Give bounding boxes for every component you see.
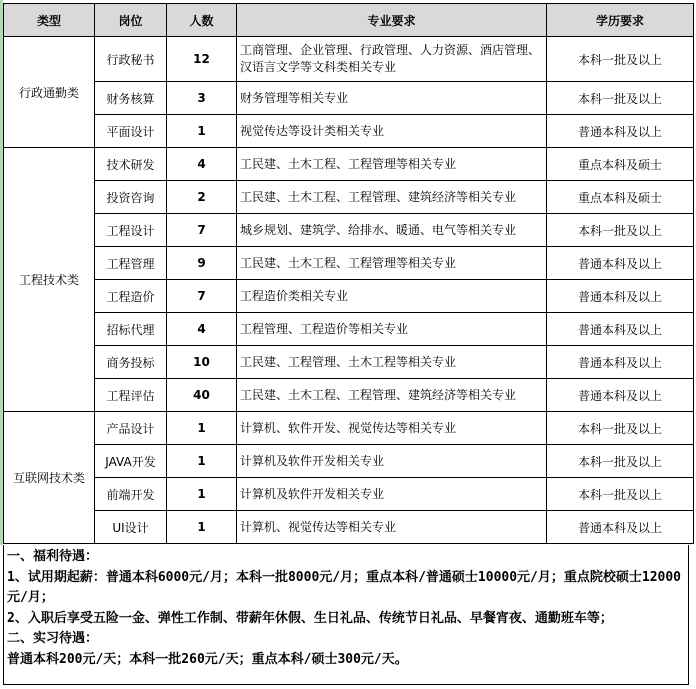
major-cell[interactable]: 计算机及软件开发相关专业 xyxy=(237,478,547,511)
table-row xyxy=(4,280,694,313)
count-cell[interactable]: 1 xyxy=(167,478,237,511)
education-cell[interactable]: 本科一批及以上 xyxy=(547,412,694,445)
count-cell[interactable]: 12 xyxy=(167,37,237,82)
table-row xyxy=(4,511,694,544)
header-category[interactable]: 类型 xyxy=(4,4,95,37)
position-cell[interactable]: UI设计 xyxy=(95,511,167,544)
table-row xyxy=(4,346,694,379)
education-cell[interactable]: 普通本科及以上 xyxy=(547,247,694,280)
education-cell[interactable]: 普通本科及以上 xyxy=(547,346,694,379)
count-cell[interactable]: 4 xyxy=(167,313,237,346)
notes-line: 普通本科200元/天；本科一批260元/天；重点本科/硕士300元/天。 xyxy=(7,651,408,667)
position-cell[interactable]: 工程设计 xyxy=(95,214,167,247)
table-row xyxy=(4,82,694,115)
education-cell[interactable]: 重点本科及硕士 xyxy=(547,181,694,214)
education-cell[interactable]: 普通本科及以上 xyxy=(547,511,694,544)
job-table xyxy=(3,3,694,544)
count-cell[interactable]: 3 xyxy=(167,82,237,115)
major-cell[interactable]: 财务管理等相关专业 xyxy=(237,82,547,115)
education-cell[interactable]: 普通本科及以上 xyxy=(547,313,694,346)
major-cell[interactable]: 计算机、软件开发、视觉传达等相关专业 xyxy=(237,412,547,445)
table-row xyxy=(4,148,694,181)
major-cell[interactable]: 工民建、土木工程、工程管理等相关专业 xyxy=(237,148,547,181)
major-cell[interactable]: 视觉传达等设计类相关专业 xyxy=(237,115,547,148)
education-cell[interactable]: 普通本科及以上 xyxy=(547,115,694,148)
table-row xyxy=(4,313,694,346)
notes-line: 2、入职后享受五险一金、弹性工作制、带薪年休假、生日礼品、传统节日礼品、早餐宵夜、通勤班车等； xyxy=(7,610,613,626)
table-row xyxy=(4,247,694,280)
count-cell[interactable]: 1 xyxy=(167,115,237,148)
count-cell[interactable]: 1 xyxy=(167,412,237,445)
table-row xyxy=(4,37,694,82)
position-cell[interactable]: 招标代理 xyxy=(95,313,167,346)
major-cell[interactable]: 工程管理、工程造价等相关专业 xyxy=(237,313,547,346)
major-cell[interactable]: 工民建、土木工程、工程管理等相关专业 xyxy=(237,247,547,280)
count-cell[interactable]: 9 xyxy=(167,247,237,280)
major-cell[interactable]: 计算机、视觉传达等相关专业 xyxy=(237,511,547,544)
major-cell[interactable]: 工民建、土木工程、工程管理、建筑经济等相关专业 xyxy=(237,181,547,214)
table-row xyxy=(4,379,694,412)
category-cell[interactable]: 行政通勤类 xyxy=(4,37,95,148)
header-count[interactable]: 人数 xyxy=(167,4,237,37)
position-cell[interactable]: 工程管理 xyxy=(95,247,167,280)
education-cell[interactable]: 普通本科及以上 xyxy=(547,280,694,313)
count-cell[interactable]: 1 xyxy=(167,445,237,478)
job-table-body xyxy=(4,37,694,544)
count-cell[interactable]: 4 xyxy=(167,148,237,181)
table-row xyxy=(4,115,694,148)
count-cell[interactable]: 7 xyxy=(167,214,237,247)
count-cell[interactable]: 7 xyxy=(167,280,237,313)
education-cell[interactable]: 本科一批及以上 xyxy=(547,214,694,247)
notes-line: 二、实习待遇： xyxy=(7,631,99,646)
count-cell[interactable]: 10 xyxy=(167,346,237,379)
position-cell[interactable]: 平面设计 xyxy=(95,115,167,148)
education-cell[interactable]: 普通本科及以上 xyxy=(547,379,694,412)
education-cell[interactable]: 重点本科及硕士 xyxy=(547,148,694,181)
education-cell[interactable]: 本科一批及以上 xyxy=(547,82,694,115)
position-cell[interactable]: 投资咨询 xyxy=(95,181,167,214)
benefits-notes[interactable] xyxy=(3,545,689,685)
header-position[interactable]: 岗位 xyxy=(95,4,167,37)
table-row xyxy=(4,478,694,511)
education-cell[interactable]: 本科一批及以上 xyxy=(547,478,694,511)
position-cell[interactable]: 商务投标 xyxy=(95,346,167,379)
major-cell[interactable]: 城乡规划、建筑学、给排水、暖通、电气等相关专业 xyxy=(237,214,547,247)
position-cell[interactable]: JAVA开发 xyxy=(95,445,167,478)
education-cell[interactable]: 本科一批及以上 xyxy=(547,37,694,82)
table-row xyxy=(4,214,694,247)
position-cell[interactable]: 财务核算 xyxy=(95,82,167,115)
count-cell[interactable]: 2 xyxy=(167,181,237,214)
notes-line: 一、福利待遇： xyxy=(7,549,99,564)
major-cell[interactable]: 工程造价类相关专业 xyxy=(237,280,547,313)
table-row xyxy=(4,445,694,478)
table-header-row xyxy=(4,4,694,37)
category-cell[interactable]: 工程技术类 xyxy=(4,148,95,412)
count-cell[interactable]: 40 xyxy=(167,379,237,412)
major-cell[interactable]: 工商管理、企业管理、行政管理、人力资源、酒店管理、汉语言文学等文科类相关专业 xyxy=(237,37,547,82)
major-cell[interactable]: 工民建、土木工程、工程管理、建筑经济等相关专业 xyxy=(237,379,547,412)
header-major[interactable]: 专业要求 xyxy=(237,4,547,37)
table-row xyxy=(4,412,694,445)
header-education[interactable]: 学历要求 xyxy=(547,4,694,37)
category-cell[interactable]: 互联网技术类 xyxy=(4,412,95,544)
count-cell[interactable]: 1 xyxy=(167,511,237,544)
major-cell[interactable]: 工民建、工程管理、土木工程等相关专业 xyxy=(237,346,547,379)
position-cell[interactable]: 技术研发 xyxy=(95,148,167,181)
position-cell[interactable]: 工程造价 xyxy=(95,280,167,313)
position-cell[interactable]: 行政秘书 xyxy=(95,37,167,82)
position-cell[interactable]: 前端开发 xyxy=(95,478,167,511)
position-cell[interactable]: 产品设计 xyxy=(95,412,167,445)
notes-line: 1、试用期起薪：普通本科6000元/月；本科一批8000元/月；重点本科/普通硕士10000元/月；重点院校硕士12000元/月； xyxy=(7,569,682,605)
table-row xyxy=(4,181,694,214)
major-cell[interactable]: 计算机及软件开发相关专业 xyxy=(237,445,547,478)
position-cell[interactable]: 工程评估 xyxy=(95,379,167,412)
education-cell[interactable]: 本科一批及以上 xyxy=(547,445,694,478)
